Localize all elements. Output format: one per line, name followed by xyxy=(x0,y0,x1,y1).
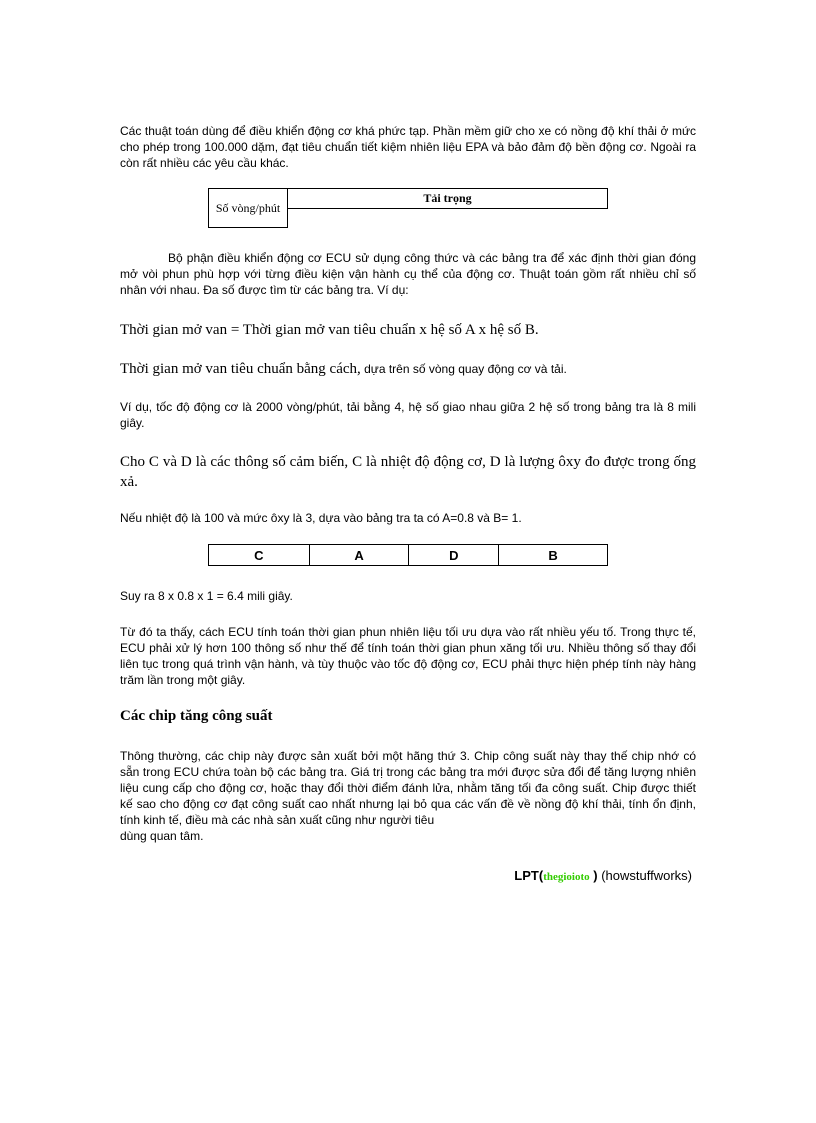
ecu-paragraph: Bộ phận điều khiển động cơ ECU sử dụng công thức và các bảng tra để xác định thời gian đóng mở vòi phun phù hợp với từng điều kiện vận hành cụ thể của động cơ. Thuật toán gồm rất nhiều chỉ số nhân với nhau. Đa số được tìm từ các bảng tra. Ví dụ: xyxy=(120,251,696,297)
credit-line xyxy=(514,868,692,883)
load-header-cell: Tải trọng xyxy=(288,189,608,209)
standard-time-serif: Thời gian mở van tiêu chuẩn bằng cách, xyxy=(120,361,361,377)
sensor-cell-c: C xyxy=(209,545,310,566)
rpm-header-cell: Số vòng/phút xyxy=(209,189,288,228)
credit-author: LPT( xyxy=(514,868,544,883)
example-paragraph: Ví dụ, tốc độ động cơ là 2000 vòng/phút, tải bằng 4, hệ số giao nhau giữa 2 hệ số trong bảng tra là 8 mili giây. xyxy=(120,400,696,430)
empty-cell xyxy=(288,209,608,228)
sensor-cell-d: D xyxy=(409,545,499,566)
conclusion-paragraph: Từ đó ta thấy, cách ECU tính toán thời gian phun nhiên liệu tối ưu dựa vào rất nhiều yếu tố. Trong thực tế, ECU phải xử lý hơn 100 thông số như thế để tính toán thời gian phun xăng tối ưu. Nhiều thông số thay đổi liên tục trong quá trình vận hành, và tùy thuộc vào tốc độ động cơ, ECU phải thực hiện phép tính này hàng trăm lần trong một giây. xyxy=(120,625,696,687)
chips-paragraph-body: Thông thường, các chip này được sản xuất bởi một hãng thứ 3. Chip công suất này thay thế chip nhớ có sẵn trong ECU chứa toàn bộ các bảng tra. Giá trị trong các bảng tra mới được sửa đổi để tăng lượng nhiên liệu cung cấp cho động cơ, hoặc thay đổi thời điểm đánh lửa, nhằm tăng tối đa công suất. Chip được thiết kế sao cho động cơ đạt công suất cao nhất nhưng lại bỏ qua các vấn đề về nồng độ khí thải, tính ổn định, tính kinh tế, điều mà các nhà sản xuất cũng như người tiêu xyxy=(120,749,696,827)
chips-paragraph-end: dùng quan tâm. xyxy=(120,829,204,843)
temperature-paragraph: Nếu nhiệt độ là 100 và mức ôxy là 3, dựa vào bảng tra ta có A=0.8 và B= 1. xyxy=(120,511,522,525)
credit-source: (howstuffworks) xyxy=(597,868,692,883)
formula-line: Thời gian mở van = Thời gian mở van tiêu chuẩn x hệ số A x hệ số B. xyxy=(120,322,539,338)
result-paragraph: Suy ra 8 x 0.8 x 1 = 6.4 mili giây. xyxy=(120,589,293,603)
rpm-load-table xyxy=(208,188,608,228)
section-heading-chips: Các chip tăng công suất xyxy=(120,708,273,724)
sensor-paragraph: Cho C và D là các thông số cảm biến, C là nhiệt độ động cơ, D là lượng ôxy đo được trong ống xả. xyxy=(120,454,696,490)
sensor-cell-a: A xyxy=(309,545,409,566)
credit-site: thegioioto xyxy=(543,871,590,883)
sensor-cell-b: B xyxy=(499,545,608,566)
intro-paragraph: Các thuật toán dùng để điều khiển động cơ khá phức tạp. Phần mềm giữ cho xe có nồng độ khí thải ở mức cho phép trong 100.000 dặm, đạt tiêu chuẩn tiết kiệm nhiên liệu EPA và bảo đảm độ bền động cơ. Ngoài ra còn rất nhiều các yêu cầu khác. xyxy=(120,124,696,170)
standard-time-sans: dựa trên số vòng quay động cơ và tải. xyxy=(360,362,567,376)
standard-time-paragraph xyxy=(120,359,696,379)
sensor-table xyxy=(208,544,608,566)
credit-close: ) xyxy=(589,868,598,883)
chips-paragraph xyxy=(120,748,696,844)
